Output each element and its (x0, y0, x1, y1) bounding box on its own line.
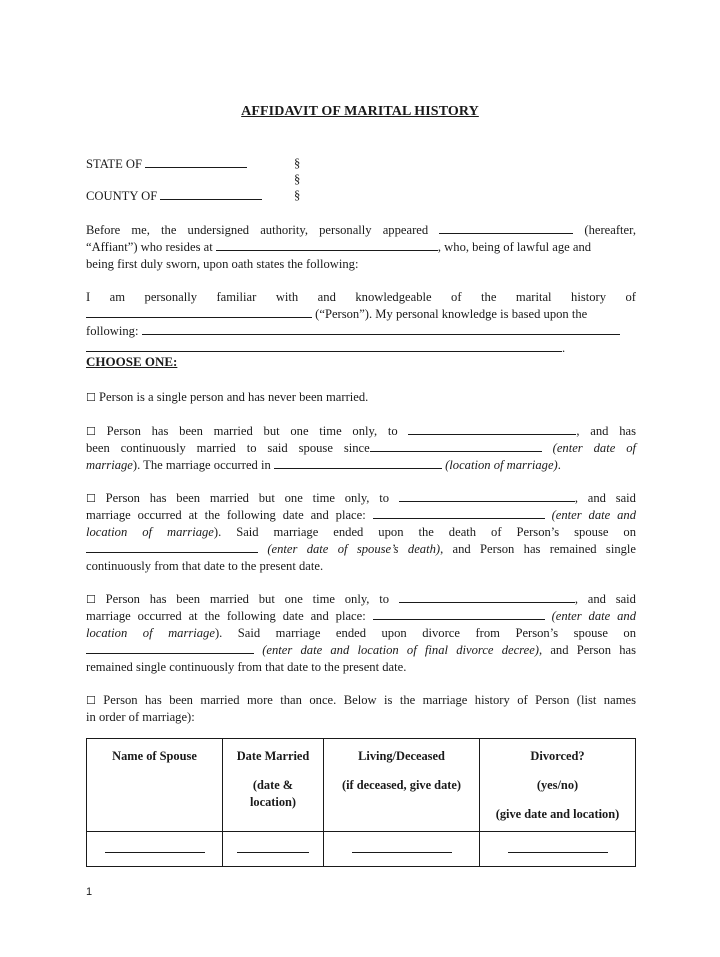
option-text: Person has been married but one time only, to (105, 592, 390, 606)
option-text: , and said (574, 592, 636, 606)
familiar-line-3 (86, 323, 636, 340)
option-divorced-line-5: remained single continuously from that date to the present date. (86, 660, 407, 674)
option-hint: marriage (86, 458, 133, 472)
option-divorced-line-2 (86, 608, 636, 625)
option-text: , and has (576, 424, 636, 438)
option-hint: (enter date and (551, 609, 636, 623)
option-hint: (enter date and (551, 508, 636, 522)
option-text: . (557, 458, 561, 472)
spouse-name-blank[interactable] (399, 591, 575, 603)
person-name-blank[interactable] (86, 306, 312, 318)
marriage-date-place-blank[interactable] (373, 608, 545, 620)
intro-text: , who, being of lawful age and (437, 240, 592, 254)
column-header-divorced: Divorced? (yes/no) (give date and location) (480, 739, 636, 832)
option-hint: (location of marriage) (445, 458, 558, 472)
option-text: Person has been married but one time only, to (105, 491, 390, 505)
familiar-text: . (562, 341, 566, 355)
option-text: marriage occurred at the following date and place: (86, 609, 366, 623)
intro-line-1 (86, 222, 636, 239)
familiar-text: following: (86, 324, 139, 338)
marriage-date-place-blank[interactable] (373, 507, 545, 519)
option-single (86, 389, 636, 406)
section-mark: § (294, 172, 301, 186)
page-number: 1 (86, 886, 93, 898)
option-hint: (enter date of (552, 441, 636, 455)
checkbox-icon[interactable]: ☐ (86, 425, 96, 438)
option-text: ). The marriage occurred in (132, 458, 271, 472)
intro-line-3: being first duly sworn, upon oath states the following: (86, 257, 359, 271)
checkbox-icon[interactable]: ☐ (86, 391, 96, 404)
option-hint: (enter date of spouse’s death) (267, 542, 441, 556)
section-mark: § (294, 188, 301, 202)
familiar-line-2 (86, 306, 636, 323)
option-text: ). Said marriage ended upon divorce from Person’s spouse on (214, 626, 636, 640)
spouse-name-blank[interactable] (408, 423, 576, 435)
checkbox-icon[interactable]: ☐ (86, 492, 96, 505)
county-label: COUNTY OF (86, 189, 158, 203)
intro-text: (hereafter, (584, 223, 636, 237)
marriage-date-blank[interactable] (370, 440, 542, 452)
fill-line (508, 851, 608, 853)
table-cell-date[interactable] (223, 832, 324, 867)
familiar-line-1: I am personally familiar with and knowledgeable of the marital history of (86, 290, 636, 304)
intro-text: Before me, the undersigned authority, personally appeared (86, 223, 429, 237)
checkbox-icon[interactable]: ☐ (86, 593, 96, 606)
column-header-name: Name of Spouse (87, 739, 223, 832)
intro-line-2 (86, 239, 636, 256)
knowledge-basis-blank[interactable] (142, 323, 620, 335)
state-label: STATE OF (86, 157, 143, 171)
option-text: , and said (574, 491, 636, 505)
option-married-once-line-3 (86, 457, 636, 474)
intro-text: “Affiant”) who resides at (86, 240, 213, 254)
table-row (87, 832, 636, 867)
option-text: Person has been married more than once. Below is the marriage history of Person (list names (103, 693, 636, 707)
option-text: , and Person has (538, 643, 636, 657)
spouse-name-blank[interactable] (399, 490, 575, 502)
option-divorced-line-4 (86, 642, 636, 659)
option-married-once-line-2 (86, 440, 636, 457)
option-widowed-line-2 (86, 507, 636, 524)
table-cell-name[interactable] (87, 832, 223, 867)
affiant-address-blank[interactable] (216, 239, 438, 251)
option-widowed-line-4 (86, 541, 636, 558)
option-hint: location of marriage (86, 525, 214, 539)
state-blank[interactable] (145, 156, 247, 168)
death-date-blank[interactable] (86, 541, 258, 553)
county-line (86, 188, 636, 205)
fill-line (352, 851, 452, 853)
table-cell-living[interactable] (324, 832, 480, 867)
option-widowed-line-5: continuously from that date to the present date. (86, 559, 324, 573)
option-multiple-line-1 (86, 692, 636, 709)
table-header-row (87, 739, 636, 832)
option-divorced-line-3 (86, 625, 636, 642)
fill-line (105, 851, 205, 853)
option-text: , and Person has remained single (440, 542, 636, 556)
fill-line (237, 851, 309, 853)
section-mark: § (294, 156, 301, 170)
choose-one-heading: CHOOSE ONE: (86, 354, 178, 369)
divorce-decree-blank[interactable] (86, 642, 254, 654)
option-divorced-line-1 (86, 591, 636, 608)
option-widowed-line-1 (86, 490, 636, 507)
option-text: been continuously married to said spouse since (86, 441, 370, 455)
marriage-history-table (86, 738, 636, 867)
county-blank[interactable] (160, 188, 262, 200)
option-multiple-line-2: in order of marriage): (86, 710, 195, 724)
option-text: marriage occurred at the following date and place: (86, 508, 366, 522)
option-hint: location of marriage (86, 626, 215, 640)
table-cell-divorced[interactable] (480, 832, 636, 867)
option-widowed-line-3 (86, 524, 636, 541)
column-header-date-married: Date Married (date & location) (223, 739, 324, 832)
document-title: AFFIDAVIT OF MARITAL HISTORY (241, 104, 479, 119)
option-text: Person is a single person and has never been married. (99, 390, 369, 404)
option-married-once-line-1 (86, 423, 636, 440)
affiant-name-blank[interactable] (439, 222, 573, 234)
marriage-location-blank[interactable] (274, 457, 442, 469)
column-header-living-deceased: Living/Deceased (if deceased, give date) (324, 739, 480, 832)
state-line (86, 156, 636, 173)
knowledge-basis-blank-2[interactable] (86, 340, 562, 352)
option-text: Person has been married but one time only, to (106, 424, 398, 438)
familiar-text: (“Person”). My personal knowledge is based upon the (315, 307, 588, 321)
option-text: ). Said marriage ended upon the death of Person’s spouse on (213, 525, 636, 539)
checkbox-icon[interactable]: ☐ (86, 694, 96, 707)
option-hint: (enter date and location of final divorce decree) (262, 643, 539, 657)
